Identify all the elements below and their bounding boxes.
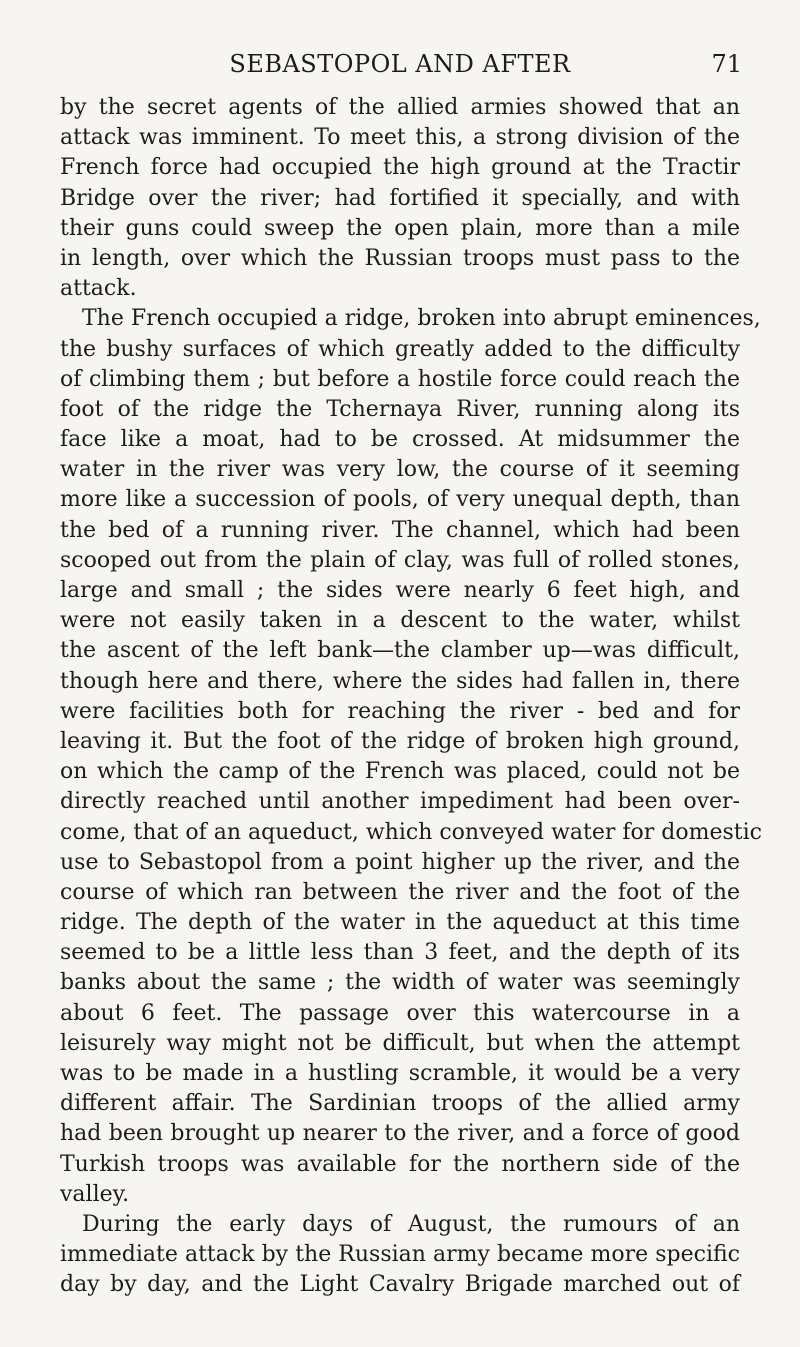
text-line: the ascent of the left bank—the clamber up—was difficult, [60, 638, 740, 664]
text-line: the bed of a running river. The channel, which had been [60, 517, 740, 543]
running-title: SEBASTOPOL AND AFTER [229, 50, 571, 78]
text-line: day by day, and the Light Cavalry Brigade marched out of [60, 1272, 740, 1298]
text-line: large and small ; the sides were nearly 6 feet high, and [60, 578, 740, 603]
text-line: course of which ran between the river and the foot of the [60, 879, 740, 905]
text-line: banks about the same ; the width of water was seemingly [60, 970, 740, 996]
running-head [0, 44, 800, 84]
text-line: During the early days of August, the rumours of an [82, 1211, 740, 1237]
text-line: use to Sebastopol from a point higher up the river, and the [60, 849, 740, 875]
text-line: Turkish troops was available for the northern side of the [60, 1151, 740, 1177]
text-line: the bushy surfaces of which greatly added to the difficulty [60, 336, 740, 362]
text-line: more like a succession of pools, of very unequal depth, than [60, 487, 740, 513]
text-line: directly reached until another impediment had been over- [60, 789, 740, 815]
text-line: ridge. The depth of the water in the aqueduct at this time [60, 910, 740, 936]
body-text [60, 93, 762, 1301]
text-line: attack was imminent. To meet this, a strong division of the [60, 125, 740, 151]
text-line: by the secret agents of the allied armies showed that an [60, 95, 740, 120]
text-line: leaving it. But the foot of the ridge of broken high ground, [60, 728, 740, 754]
text-line: in length, over which the Russian troops must pass to the [60, 245, 740, 271]
text-line: were not easily taken in a descent to the water, whilst [60, 608, 740, 634]
text-line: about 6 feet. The passage over this watercourse in a [60, 1000, 740, 1026]
text-line: leisurely way might not be difficult, but when the attempt [60, 1030, 740, 1056]
text-line: were facilities both for reaching the river - bed and for [60, 698, 740, 724]
text-line: of climbing them ; but before a hostile force could reach the [60, 366, 740, 392]
text-line: was to be made in a hustling scramble, it would be a very [60, 1061, 740, 1086]
text-line: The French occupied a ridge, broken into abrupt eminences, [82, 306, 761, 332]
text-line: had been brought up nearer to the river, and a force of good [60, 1121, 740, 1147]
text-line: foot of the ridge the Tchernaya River, running along its [60, 396, 740, 422]
text-line: on which the camp of the French was placed, could not be [60, 759, 740, 785]
text-line: water in the river was very low, the course of it seeming [60, 457, 740, 483]
text-line: French force had occupied the high ground at the Tractir [60, 155, 740, 181]
text-line: scooped out from the plain of clay, was full of rolled stones, [60, 547, 740, 573]
text-line: different affair. The Sardinian troops of the allied army [60, 1091, 740, 1117]
page-number: 71 [711, 50, 742, 78]
text-line: attack. [60, 276, 137, 302]
text-line: face like a moat, had to be crossed. At midsummer the [60, 427, 740, 453]
text-line: immediate attack by the Russian army became more specific [60, 1242, 740, 1268]
text-line: though here and there, where the sides had fallen in, there [60, 668, 740, 694]
text-line: valley. [60, 1181, 130, 1207]
text-line: their guns could sweep the open plain, more than a mile [60, 215, 740, 241]
text-line: Bridge over the river; had fortified it specially, and with [60, 185, 740, 211]
text-line: seemed to be a little less than 3 feet, and the depth of its [60, 940, 740, 966]
text-line: come, that of an aqueduct, which conveyed water for domestic [60, 819, 762, 845]
